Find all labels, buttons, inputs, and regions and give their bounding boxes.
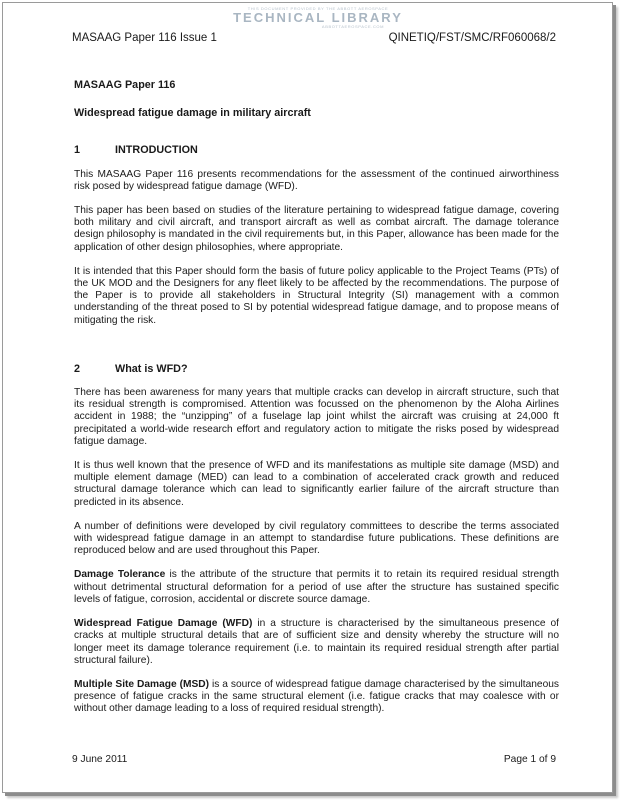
paragraph: It is intended that this Paper should form the basis of future policy applicable to the Project Teams (PTs) of the UK MOD and the Designers for any fleet likely to be affected by the recommendations. The purpose of the Paper is to provide all stakeholders in Structural Integrity (SI) management with a common understanding of the threat posed to SI by potential widespread fatigue damage, and to propose means of mitigating the risk. xyxy=(74,265,559,326)
definition-wfd xyxy=(74,618,559,667)
paragraph: This MASAAG Paper 116 presents recommendations for the assessment of the continued airworthiness risk posed by widespread fatigue damage (WFD). xyxy=(74,168,559,192)
document-body xyxy=(74,79,559,728)
section-title: INTRODUCTION xyxy=(115,144,198,157)
watermark-top-line: THIS DOCUMENT PROVIDED BY THE ABBOTT AEROSPACE xyxy=(247,6,389,11)
definition-text: is a source of widespread fatigue damage characterised by the simultaneous presence of fatigue cracks in the same structural element (i.e. fatigue cracks that may coalesce with or without other damage leading to a loss of required residual strength). xyxy=(74,678,559,715)
definition-damage-tolerance xyxy=(74,569,559,606)
footer-date: 9 June 2011 xyxy=(72,754,128,765)
paragraph: This paper has been based on studies of the literature pertaining to widespread fatigue damage, covering both military and civil aircraft, and transport aircraft as well as combat aircraft. The damage tolerance design philosophy is mandated in the civil requirements but, in this Paper, allowance has been made for the application of other design philosophies, where appropriate. xyxy=(74,205,559,253)
paragraph: It is thus well known that the presence of WFD and its manifestations as multiple site damage (MSD) and multiple element damage (MED) can lead to a combination of accelerated crack growth and reduced structural damage tolerance which can lead to significantly earlier failure of the aircraft structure than predicted in its absence. xyxy=(74,460,559,508)
paragraph: A number of definitions were developed by civil regulatory committees to describe the terms associated with widespread fatigue damage in an attempt to standardise future publications. These definitions are reproduced below and are used throughout this Paper. xyxy=(74,520,559,557)
definition-term: Widespread Fatigue Damage (WFD) xyxy=(74,618,253,630)
definition-text: is the attribute of the structure that permits it to retain its required residual strength without detrimental structural deformation for a period of use after the structure has sustained specific levels of fatigue, corrosion, accidental or discrete source damage. xyxy=(74,569,559,605)
watermark-logo xyxy=(203,6,433,29)
definition-text: in a structure is characterised by the simultaneous presence of cracks at multiple structural details that are of sufficient size and density whereby the structure will no longer meet its damage tolerance requirement (i.e. to maintain its required residual strength after partial structural failure). xyxy=(74,618,559,666)
section-heading-1 xyxy=(74,144,559,156)
definition-term: Multiple Site Damage (MSD) xyxy=(74,678,210,690)
definition-msd xyxy=(74,679,559,716)
document-title: MASAAG Paper 116 xyxy=(74,79,176,91)
watermark-main: TECHNICAL LIBRARY xyxy=(233,10,403,25)
header-right: QINETIQ/FST/SMC/RF060068/2 xyxy=(388,32,556,44)
section-number: 2 xyxy=(74,362,81,375)
section-number: 1 xyxy=(74,144,81,157)
header-left: MASAAG Paper 116 Issue 1 xyxy=(72,32,217,44)
document-subtitle: Widespread fatigue damage in military aircraft xyxy=(74,107,311,120)
footer-page-number: Page 1 of 9 xyxy=(503,754,556,765)
definition-term: Damage Tolerance xyxy=(74,569,166,581)
watermark-sub-line: ABBOTTAEROSPACE.COM xyxy=(321,24,385,29)
section-title: What is WFD? xyxy=(115,362,188,375)
section-heading-2 xyxy=(74,363,559,375)
paragraph: There has been awareness for many years that multiple cracks can develop in aircraft structure, such that its residual strength is compromised. Attention was focussed on the phenomenon by the Aloha Airlines accident in 1988; the “unzipping” of a fuselage lap joint whilst the aircraft was cruising at 24,000 ft precipitated a world-wide research effort and regulatory action to mitigate the risks posed by widespread fatigue damage. xyxy=(74,387,559,447)
